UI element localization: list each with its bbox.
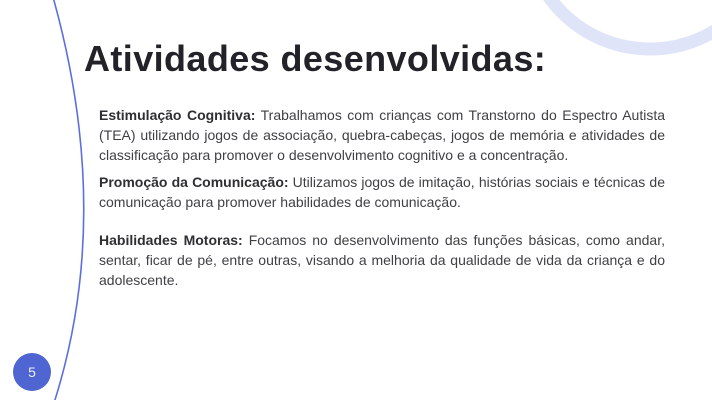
- paragraph-lead: Promoção da Comunicação:: [99, 174, 289, 190]
- paragraph-habilidades-motoras: [99, 230, 665, 290]
- paragraph-promocao-comunicacao: [99, 172, 665, 212]
- curved-line-decoration: [53, 0, 84, 400]
- paragraph-text: Utilizamos jogos de imitação, histórias sociais e técnicas de comunicação para promover habilidades de comunicação.: [99, 174, 665, 210]
- slide-title: Atividades desenvolvidas:: [84, 38, 547, 79]
- paragraph-estimulacao-cognitiva: [99, 105, 665, 165]
- paragraph-text: Trabalhamos com crianças com Transtorno do Espectro Autista (TEA) utilizando jogos de associação, quebra-cabeças, jogos de memória e atividades de classificação para promover o desenvolvimento cognitivo e a concentração.: [99, 107, 665, 163]
- slide-body: [99, 105, 665, 290]
- ring-arc-decoration: [526, 0, 712, 49]
- paragraph-text: Focamos no desenvolvimento das funções básicas, como andar, sentar, ficar de pé, entre outras, visando a melhoria da qualidade de vida da criança e do adolescente.: [99, 232, 665, 288]
- paragraph-lead: Estimulação Cognitiva:: [99, 107, 256, 123]
- page-number-badge: 5: [13, 353, 51, 391]
- paragraph-lead: Habilidades Motoras:: [99, 232, 243, 248]
